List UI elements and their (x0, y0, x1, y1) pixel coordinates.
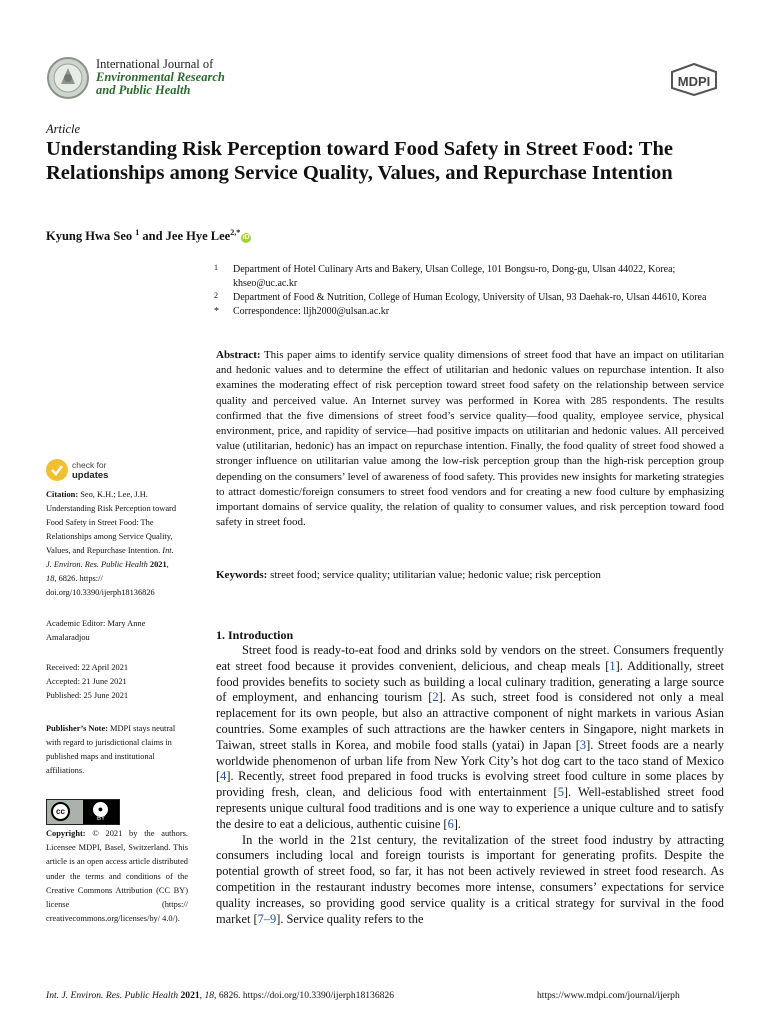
check-updates-icon (46, 459, 68, 481)
academic-editor: Academic Editor: Mary Anne Amalaradjou (46, 619, 146, 642)
section-heading-introduction: 1. Introduction (216, 628, 294, 642)
article-type: Article (46, 122, 81, 136)
author-name[interactable]: Jee Hye Lee (165, 229, 231, 244)
footer-citation: Int. J. Environ. Res. Public Health 2021, 18, 6826. https://doi.org/10.3390/ijerph18136826 (46, 990, 395, 1001)
body-text-span: ]. Additionally, street food provides benefits to society such as building a local culinary tradition, generating a large source of employment, and enhancing tourism [ (216, 658, 724, 705)
body-text-span: ]. Service quality refers to the (276, 911, 424, 926)
author-separator: and (142, 229, 163, 244)
cc-by-license-badge[interactable] (46, 799, 120, 825)
body-text-span: ]. (453, 816, 461, 831)
attribution-icon (83, 800, 119, 824)
reference-link[interactable]: 1 (609, 658, 616, 673)
publication-dates (46, 661, 181, 703)
publishers-note-text: MDPI stays neutral with regard to jurisdictional claims in published maps and institutional affiliations. (46, 724, 176, 775)
abstract (216, 348, 724, 530)
reference-link[interactable]: 7–9 (257, 911, 277, 926)
article-title: Understanding Risk Perception toward Food Safety in Street Food: The Relationships among Service Quality, Values, and Repurchase Intention (46, 138, 673, 184)
journal-name-line3: and Public Health (96, 83, 191, 97)
author-name[interactable]: Kyung Hwa Seo (46, 229, 133, 244)
journal-name-line2: Environmental Research (96, 70, 225, 84)
abstract-text: This paper aims to identify service quality dimensions of street food that have an impact on utilitarian and hedonic values and to determine the effect of utilitarian and hedonic values on repurchase intention. It also examines the moderating effect of risk perception toward street food safety on the relationship between service quality and perceived value. An Internet survey was performed in Korea with 285 respondents. The results confirmed that the five dimensions of street food’s service quality—food quality, employee service, physical environment, price, and rapidity of service—had positive impacts on utilitarian and hedonic values. All perceived value (utilitarian, hedonic) has an impact on repurchase intention. Finally, the food quality of street food showed a stronger influence on utilitarian value among the low-risk perception group than the high-risk perception group depending on the consumers’ level of awareness of food safety. This provides new insights for marketing strategies to attract domestic/foreign consumers to street food vendors and for creating a new food culture by emphasizing important domains of service quality, the relation of quality to consumer values, and risk perception toward food safety in street food. (216, 349, 724, 529)
mdpi-logo (664, 62, 724, 96)
affiliation-text: Department of Food & Nutrition, College of Human Ecology, University of Ulsan, 93 Daehak-ro, Ulsan 44610, Korea (233, 292, 707, 303)
abstract-label: Abstract: (216, 349, 261, 361)
body-text-span: ]. As such, street food is considered not only a meal replacement for its own people, but also an attractive component of night markets in various Asian countries. Some examples of such attractions are the hawker centers in Singapore, night markets in Taiwan, street stalls in Korea, and mobile food stalls (yatai) in Japan [ (216, 690, 724, 752)
citation-pages: , 6826. https:// (54, 574, 103, 583)
keywords (216, 568, 724, 583)
footer-year: 2021 (180, 990, 200, 1001)
check-updates-label (72, 460, 108, 481)
citation-block: Citation: Seo, K.H.; Lee, J.H. Understanding Risk Perception toward Food Safety in Street Food: The Relationships among Service Quality, Values, and Repurchase Intention. Int. J. Environ. Res. Public Health 2021, 18, 6826. https:// doi.org/10.3390/ijerph18136826 (46, 490, 177, 597)
affiliation-number: 2 (214, 291, 218, 300)
affiliation-item (214, 263, 726, 291)
orcid-icon[interactable]: iD (242, 234, 250, 242)
author-affiliation-mark: 1 (135, 228, 140, 237)
person-icon: ● (93, 802, 108, 817)
publishers-note (46, 722, 181, 778)
footer-journal: Int. J. Environ. Res. Public Health (46, 990, 179, 1001)
body-text-span: ]. Street foods are a nearly worldwide phenomenon of urban life from New York City’s hot dog cart to the taco stand of Mexico [ (216, 737, 724, 784)
citation-doi-link[interactable]: doi.org/10.3390/ijerph18136826 (46, 588, 155, 597)
affiliations (214, 263, 726, 319)
author-list (46, 228, 251, 244)
affiliation-number: 1 (214, 263, 218, 272)
check-for-updates-button[interactable] (46, 457, 156, 485)
copyright-text: © 2021 by the authors. Licensee MDPI, Basel, Switzerland. This article is an open access article distributed under the terms and conditions of the Creative Commons Attribution (CC BY) license (https:// creativecommons.org/licenses/by/ 4.0/). (46, 829, 189, 924)
accepted-date: Accepted: 21 June 2021 (46, 677, 127, 686)
affiliation-number: * (214, 306, 219, 317)
by-label: BY (96, 816, 105, 822)
body-text (216, 643, 724, 927)
received-date: Received: 22 April 2021 (46, 663, 129, 672)
reference-link[interactable]: 6 (447, 816, 454, 831)
affiliation-item (214, 305, 726, 319)
body-text-span: ]. Well-established street food represents unique cultural food traditions and is one way to experience a unique culture and to satisfy the desire to eat a delicious, authentic cuisine [ (216, 785, 724, 831)
affiliation-item (214, 291, 726, 305)
copyright-label: Copyright: (46, 829, 86, 838)
reference-link[interactable]: 2 (432, 690, 439, 705)
published-date: Published: 25 June 2021 (46, 691, 129, 700)
body-paragraph (216, 643, 724, 833)
footer-journal-url[interactable]: https://www.mdpi.com/journal/ijerph (537, 990, 680, 1001)
journal-name-line1: International Journal of (96, 57, 214, 71)
body-text-span: In the world in the 21st century, the revitalization of the street food industry by attracting consumers including local and foreign tourists is important for generating profits. Despite the potential growth of street food, so far, it has not been actively reviewed in street food research. As competition in the restaurant industry becomes more intense, consumers’ expectations for service quality increases, so providing good service quality is a critical strategy for survival in the food market [ (216, 832, 724, 926)
publishers-note-label: Publisher’s Note: (46, 724, 108, 733)
correspondence-text: Correspondence: lljh2000@ulsan.ac.kr (233, 306, 390, 317)
body-paragraph (216, 833, 724, 928)
reference-link[interactable]: 5 (557, 785, 564, 800)
citation-text: Seo, K.H.; Lee, J.H. Understanding Risk Perception toward Food Safety in Street Food: The Relationships among Service Quality, Values, and Repurchase Intention. (46, 490, 177, 555)
keywords-label: Keywords: (216, 569, 268, 581)
creative-commons-icon: cc (51, 802, 70, 821)
reference-link[interactable]: 4 (220, 769, 227, 784)
footer-volume: 18 (204, 990, 215, 1001)
citation-year: 2021 (149, 560, 167, 569)
check-updates-line1: check for (72, 460, 107, 470)
mdpi-logo-text: MDPI (677, 74, 711, 89)
citation-journal: Int. J. Environ. Res. Public Health (46, 546, 174, 569)
check-updates-line2: updates (72, 470, 109, 481)
journal-name (96, 58, 225, 97)
affiliation-text: Department of Hotel Culinary Arts and Bakery, Ulsan College, 101 Bongsu-ro, Dong-gu, Ulsan 44022, Korea; khseo@uc.ac.kr (233, 264, 676, 289)
body-text-span: Street food is ready-to-eat food and drinks sold by vendors on the street. Consumers frequently eat street food because it provides convenient, delicious, and cheap meals [ (216, 643, 724, 673)
author-affiliation-mark: 2,* (230, 228, 241, 237)
reference-link[interactable]: 3 (579, 737, 587, 752)
copyright-notice (46, 827, 188, 926)
body-text-span: ]. Recently, street food prepared in food trucks is evolving street food culture in some places by providing fresh, clean, and delicious food with entertainment [ (216, 769, 724, 800)
journal-emblem-icon (46, 56, 90, 100)
keywords-text: street food; service quality; utilitarian value; hedonic value; risk perception (270, 569, 601, 581)
footer-doi[interactable]: , 6826. https://doi.org/10.3390/ijerph18136826 (214, 990, 395, 1001)
citation-volume: 18 (46, 574, 55, 583)
citation-label: Citation: (46, 490, 79, 499)
